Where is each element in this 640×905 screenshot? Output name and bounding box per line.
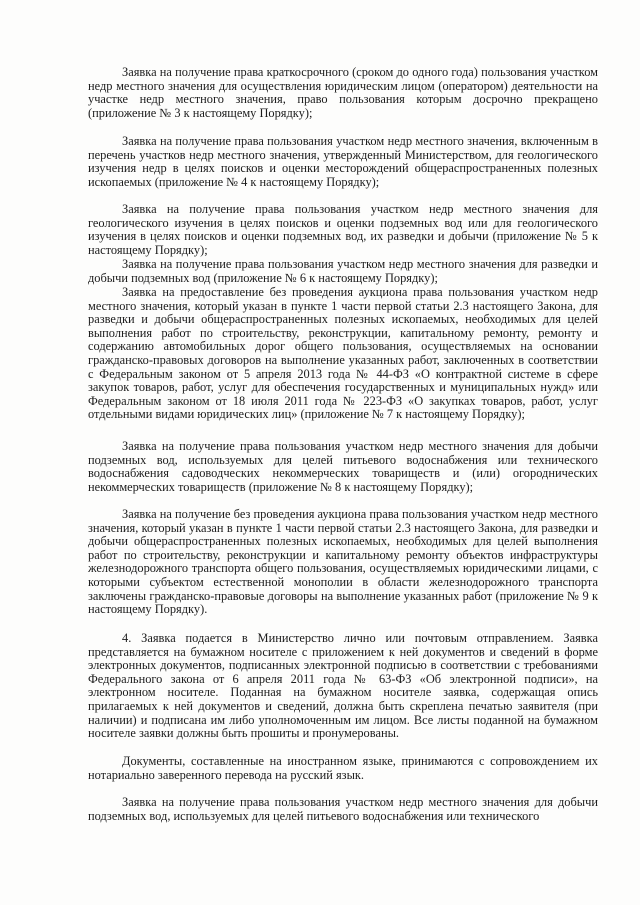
paragraph-item-4: 4. Заявка подается в Министерство лично или почтовым отправлением. Заявка представляется на бумажном носителе с приложением к ней документов и сведений в форме электронных документов, подписанных электронной подписью в соответствии с требованиями Федерального закона от 6 апреля 2011 года № 63-ФЗ «Об электронной подписи», на электронном носителе. Поданная на бумажном носителе заявка, содержащая опись прилагаемых к ней документов и сведений, должна быть скреплена печатью заявителя (при наличии) и подписана им либо уполномоченным им лицом. Все листы поданной на бумажном носителе заявки должны быть прошиты и пронумерованы. [88,631,598,741]
paragraph-appendix-8: Заявка на получение права пользования участком недр местного значения для добычи подземных вод, используемых для целей питьевого водоснабжения или технического водоснабжения садоводческих некоммерческих товариществ и (или) огороднических некоммерческих товариществ (приложение № 8 к настоящему Порядку); [88,439,598,494]
paragraph-appendix-4: Заявка на получение права пользования участком недр местного значения, включенным в перечень участков недр местного значения, утвержденный Министерством, для геологического изучения недр в целях поисков и оценки месторождений общераспространенных полезных ископаемых (приложение № 4 к настоящему Порядку); [88,134,598,189]
paragraph-appendix-7: Заявка на предоставление без проведения аукциона права пользования участком недр местного значения, который указан в пункте 1 части первой статьи 2.3 настоящего Закона, для разведки и добычи общераспространенных полезных ископаемых, необходимых для целей выполнения работ по строительству, реконструкции, капитальному ремонту, ремонту и содержанию автомобильных дорог общего пользования, осуществляемых на основании гражданско-правовых договоров на выполнение указанных работ, заключенных в соответствии с Федеральным законом от 5 апреля 2013 года № 44-ФЗ «О контрактной системе в сфере закупок товаров, работ, услуг для обеспечения государственных и муниципальных нужд» или Федеральным законом от 18 июля 2011 года № 223-ФЗ «О закупках товаров, работ, услуг отдельными видами юридических лиц» (приложение № 7 к настоящему Порядку); [88,285,598,422]
paragraph-appendix-5: Заявка на получение права пользования участком недр местного значения для геологического изучения в целях поисков и оценки подземных вод или для геологического изучения в целях поисков и оценки подземных вод, их разведки и добычи (приложение № 5 к настоящему Порядку); [88,202,598,257]
paragraph-foreign-documents: Документы, составленные на иностранном языке, принимаются с сопровождением их нотариально заверенного перевода на русский язык. [88,754,598,782]
paragraph-appendix-6: Заявка на получение права пользования участком недр местного значения для разведки и добычи подземных вод (приложение № 6 к настоящему Порядку); [88,257,598,285]
paragraph-groundwater-application: Заявка на получение права пользования участком недр местного значения для добычи подземных вод, используемых для целей питьевого водоснабжения или технического [88,795,598,823]
paragraph-appendix-9: Заявка на получение без проведения аукциона права пользования участком недр местного значения, который указан в пункте 1 части первой статьи 2.3 настоящего Закона, для разведки и добычи общераспространенных полезных ископаемых, необходимых для целей выполнения работ по строительству, реконструкции и капитальному ремонту объектов инфраструктуры железнодорожного транспорта общего пользования, осуществляемых юридическими лицами, с которыми субъектом естественной монополии в области железнодорожного транспорта заключены гражданско-правовые договоры на выполнение указанных работ (приложение № 9 к настоящему Порядку). [88,507,598,617]
paragraph-appendix-3: Заявка на получение права краткосрочного (сроком до одного года) пользования участком недр местного значения для осуществления юридическим лицом (оператором) деятельности на участке недр местного значения, право пользования которым досрочно прекращено (приложение № 3 к настоящему Порядку); [88,65,598,120]
